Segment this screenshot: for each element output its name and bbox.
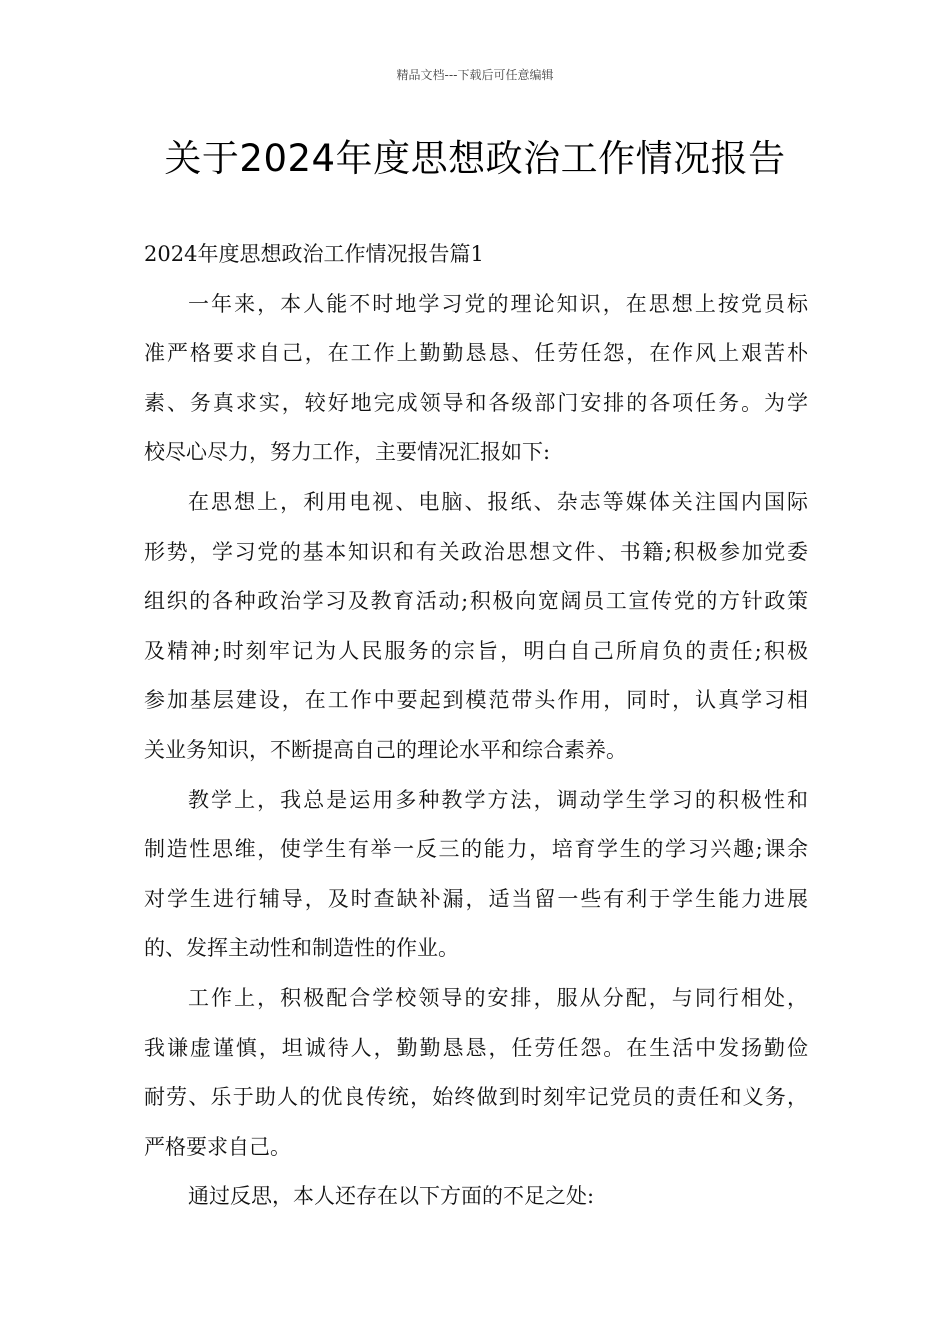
paragraph-line: 关业务知识，不断提高自己的理论水平和综合素养。 bbox=[144, 737, 627, 762]
paragraph-3 bbox=[144, 776, 808, 974]
paragraph-line: 严格要求自己。 bbox=[144, 1134, 291, 1159]
paragraph-line: 准严格要求自己，在工作上勤勤恳恳、任劳任怨，在作风上艰苦朴 bbox=[144, 341, 808, 366]
paragraph-line: 我谦虚谨慎，坦诚待人，勤勤恳恳，任劳任怨。在生活中发扬勤俭 bbox=[144, 1035, 808, 1060]
paragraph-line: 教学上，我总是运用多种教学方法，调动学生学习的积极性和 bbox=[188, 787, 808, 812]
section-heading: 2024年度思想政治工作情况报告篇1 bbox=[144, 242, 484, 266]
paragraph-line: 制造性思维，使学生有举一反三的能力，培育学生的学习兴趣;课余 bbox=[144, 837, 808, 862]
paragraph-line: 参加基层建设，在工作中要起到模范带头作用，同时，认真学习相 bbox=[144, 688, 808, 713]
paragraph-line: 一年来，本人能不时地学习党的理论知识，在思想上按党员标 bbox=[188, 291, 808, 316]
paragraph-2 bbox=[144, 478, 808, 776]
paragraph-line: 对学生进行辅导，及时查缺补漏，适当留一些有利于学生能力进展 bbox=[144, 886, 808, 911]
document-body bbox=[144, 230, 808, 1222]
document-title: 关于2024年度思想政治工作情况报告 bbox=[164, 137, 786, 180]
paragraph-5 bbox=[144, 1172, 808, 1222]
paragraph-line: 工作上，积极配合学校领导的安排，服从分配，与同行相处， bbox=[188, 985, 808, 1010]
paragraph-line: 形势，学习党的基本知识和有关政治思想文件、书籍;积极参加党委 bbox=[144, 539, 808, 564]
paragraph-line: 组织的各种政治学习及教育活动;积极向宽阔员工宣传党的方针政策 bbox=[144, 589, 808, 614]
paragraph-line: 及精神;时刻牢记为人民服务的宗旨，明白自己所肩负的责任;积极 bbox=[144, 638, 808, 663]
paragraph-line: 校尽心尽力，努力工作，主要情况汇报如下: bbox=[144, 440, 551, 465]
paragraph-line: 通过反思，本人还存在以下方面的不足之处: bbox=[188, 1184, 595, 1209]
paragraph-1 bbox=[144, 280, 808, 478]
paragraph-line: 素、务真求实，较好地完成领导和各级部门安排的各项任务。为学 bbox=[144, 390, 808, 415]
paragraph-4 bbox=[144, 974, 808, 1172]
paragraph-line: 在思想上，利用电视、电脑、报纸、杂志等媒体关注国内国际 bbox=[188, 489, 808, 514]
paragraph-line: 的、发挥主动性和制造性的作业。 bbox=[144, 936, 459, 961]
paragraph-line: 耐劳、乐于助人的优良传统，始终做到时刻牢记党员的责任和义务， bbox=[144, 1085, 808, 1110]
header-note: 精品文档---下载后可任意编辑 bbox=[396, 68, 554, 82]
